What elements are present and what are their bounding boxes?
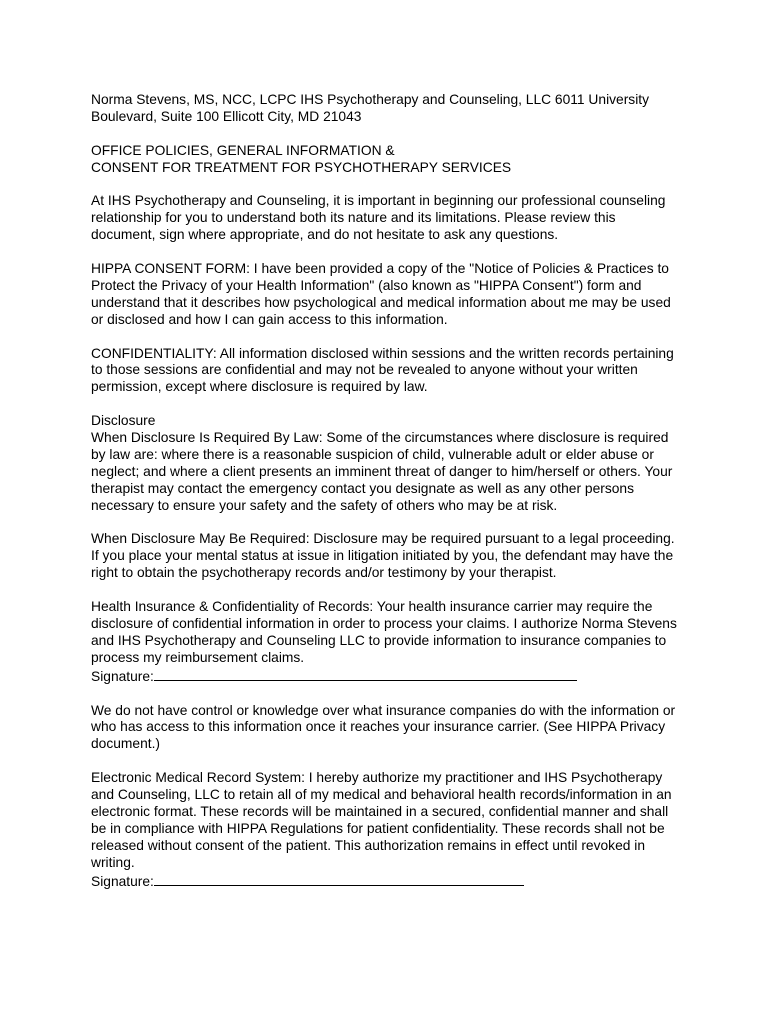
confidentiality-paragraph [91, 346, 691, 397]
text-line: be in compliance with HIPPA Regulations for patient confidentiality. These records shall not be [91, 820, 665, 836]
text-line: CONFIDENTIALITY: All information disclosed within sessions and the written records pertaining [91, 345, 674, 361]
text-line: We do not have control or knowledge over what insurance companies do with the information or [91, 702, 676, 718]
insurance-signature-field[interactable] [91, 667, 691, 686]
practice-header [91, 92, 691, 126]
text-line: who has access to this information once it reaches your insurance carrier. (See HIPPA Privacy [91, 719, 666, 735]
text-line: therapist may contact the emergency contact you designate as well as any other persons [91, 480, 634, 496]
text-line: electronic format. These records will be maintained in a secured, confidential manner and shall [91, 803, 669, 819]
text-line: disclosure of confidential information in order to process your claims. I authorize Norma Stevens [91, 615, 677, 631]
text-line: HIPPA CONSENT FORM: I have been provided a copy of the "Notice of Policies & Practices to [91, 261, 669, 277]
intro-paragraph [91, 193, 691, 244]
text-line: document.) [91, 736, 161, 752]
text-line: and IHS Psychotherapy and Counseling LLC to provide information to insurance companies to [91, 632, 667, 648]
document-title [91, 143, 691, 177]
document-page [91, 92, 691, 907]
text-line: to those sessions are confidential and may not be revealed to anyone without your written [91, 362, 638, 378]
signature-line[interactable] [154, 872, 524, 886]
disclosure-paragraph [91, 413, 691, 514]
disclosure-heading: Disclosure [91, 413, 156, 429]
text-line: OFFICE POLICIES, GENERAL INFORMATION & [91, 142, 395, 158]
emr-paragraph [91, 770, 691, 890]
text-line: Health Insurance & Confidentiality of Records: Your health insurance carrier may require the [91, 599, 653, 615]
text-line: CONSENT FOR TREATMENT FOR PSYCHOTHERAPY SERVICES [91, 159, 512, 175]
signature-line[interactable] [154, 667, 577, 681]
text-line: necessary to ensure your safety and the safety of others who may be at risk. [91, 497, 558, 513]
text-line: by law are: where there is a reasonable suspicion of child, vulnerable adult or elder abuse or [91, 446, 654, 462]
text-line: document, sign where appropriate, and do not hesitate to ask any questions. [91, 227, 559, 243]
signature-label: Signature: [91, 873, 154, 889]
text-line: released without consent of the patient. This authorization remains in effect until revoked in [91, 837, 645, 853]
insurance-control-paragraph [91, 703, 691, 754]
text-line: When Disclosure May Be Required: Disclosure may be required pursuant to a legal proceeding. [91, 531, 675, 547]
text-line: neglect; and where a client presents an imminent threat of danger to him/herself or others. Your [91, 463, 673, 479]
disclosure-may-be-required-paragraph [91, 531, 691, 582]
hippa-consent-paragraph [91, 261, 691, 329]
text-line: process my reimbursement claims. [91, 649, 305, 665]
insurance-paragraph [91, 599, 691, 686]
emr-signature-field[interactable] [91, 872, 691, 891]
text-line: When Disclosure Is Required By Law: Some of the circumstances where disclosure is required [91, 430, 669, 446]
text-line: Norma Stevens, MS, NCC, LCPC IHS Psychotherapy and Counseling, LLC 6011 University [91, 92, 649, 107]
text-line: and Counseling, LLC to retain all of my medical and behavioral health records/information in an [91, 787, 672, 803]
text-line: relationship for you to understand both its nature and its limitations. Please review this [91, 210, 616, 226]
signature-label: Signature: [91, 668, 154, 684]
text-line: understand that it describes how psychological and medical information about me may be used [91, 294, 671, 310]
text-line: Electronic Medical Record System: I hereby authorize my practitioner and IHS Psychotherapy [91, 770, 663, 786]
text-line: right to obtain the psychotherapy records and/or testimony by your therapist. [91, 565, 557, 581]
text-line: Boulevard, Suite 100 Ellicott City, MD 21043 [91, 108, 362, 124]
text-line: writing. [91, 854, 135, 870]
text-line: permission, except where disclosure is required by law. [91, 379, 428, 395]
text-line: If you place your mental status at issue in litigation initiated by you, the defendant may have the [91, 548, 674, 564]
text-line: or disclosed and how I can gain access to this information. [91, 311, 448, 327]
text-line: At IHS Psychotherapy and Counseling, it is important in beginning our professional counseling [91, 193, 666, 209]
text-line: Protect the Privacy of your Health Information" (also known as "HIPPA Consent") form and [91, 277, 642, 293]
